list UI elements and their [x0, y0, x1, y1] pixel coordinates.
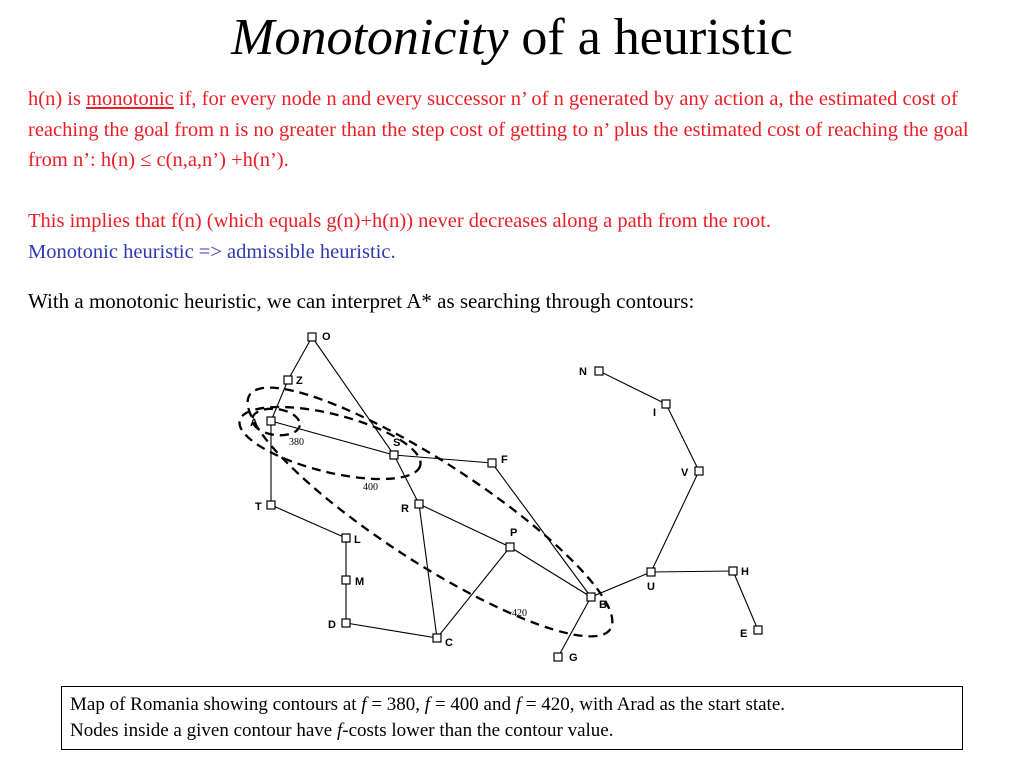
- node-d: [342, 619, 350, 627]
- edge-z-a: [271, 380, 288, 421]
- label-v: V: [681, 467, 689, 479]
- edge-o-z: [288, 337, 312, 380]
- node-r: [415, 500, 423, 508]
- caption-f-1: f: [361, 694, 367, 715]
- caption-line-2: [70, 718, 954, 744]
- label-a: A: [250, 417, 258, 429]
- edge-v-i: [666, 404, 699, 471]
- node-n: [595, 367, 603, 375]
- edge-p-b: [510, 547, 591, 597]
- label-t: T: [255, 501, 262, 513]
- title-rest: of a heuristic: [508, 9, 793, 66]
- edge-t-l: [271, 505, 346, 538]
- label-h: H: [741, 566, 749, 578]
- label-s: S: [393, 437, 401, 449]
- label-o: O: [322, 331, 331, 343]
- caption-f-2: f: [424, 694, 431, 715]
- edge-s-f: [394, 455, 492, 463]
- caption-eq-1: = 380,: [366, 694, 425, 715]
- caption-eq-3: = 420, with Arad as the start state.: [521, 694, 786, 715]
- node-l: [342, 534, 350, 542]
- edge-u-h: [651, 571, 733, 572]
- label-u: U: [647, 581, 655, 593]
- contour-label-400: 400: [363, 482, 378, 493]
- implication-text: This implies that f(n) (which equals g(n)+h(n)) never decreases along a path from the root.: [28, 210, 772, 232]
- label-n: N: [579, 366, 587, 378]
- edge-p-c: [437, 547, 510, 638]
- title-italic: Monotonicity: [231, 9, 509, 66]
- edge-d-c: [346, 623, 437, 638]
- label-g: G: [569, 652, 578, 664]
- admissible-text: Monotonic heuristic => admissible heuristic.: [28, 240, 396, 263]
- node-t: [267, 501, 275, 509]
- definition-part2: if, for every node n and every successor n’ of n generated by any action a, the estimated cost of reaching the goal from n is no greater than the step cost of getting to n’ plus the estimated cost of reaching the goal from n’: h(n) ≤ c(n,a,n’) +h(n’).: [28, 88, 969, 171]
- node-c: [433, 634, 441, 642]
- contour-420: [222, 353, 637, 671]
- label-i: I: [653, 407, 657, 419]
- node-m: [342, 576, 350, 584]
- node-g: [554, 653, 562, 661]
- node-h: [729, 567, 737, 575]
- node-u: [647, 568, 655, 576]
- label-p: P: [510, 527, 518, 539]
- label-d: D: [328, 619, 336, 631]
- edge-b-g: [558, 597, 591, 657]
- edge-i-n: [599, 371, 666, 404]
- node-z: [284, 376, 292, 384]
- node-f: [488, 459, 496, 467]
- label-e: E: [740, 628, 748, 640]
- node-e: [754, 626, 762, 634]
- edge-u-v: [651, 471, 699, 572]
- label-m: M: [355, 576, 365, 588]
- caption-f-3: f: [515, 694, 522, 715]
- edge-r-p: [419, 504, 510, 547]
- contours: [222, 353, 637, 671]
- caption-eq-2: = 400 and: [430, 694, 516, 715]
- contour-label-380: 380: [289, 437, 304, 448]
- node-o: [308, 333, 316, 341]
- caption-text-b: Nodes inside a given contour have: [70, 720, 337, 741]
- node-s: [390, 451, 398, 459]
- node-labels: [250, 331, 749, 664]
- label-b: B: [599, 599, 607, 611]
- caption-f-4: f: [336, 720, 343, 741]
- caption-text-c: -costs lower than the contour value.: [342, 720, 614, 741]
- label-z: Z: [296, 375, 303, 387]
- label-c: C: [445, 637, 453, 649]
- node-b: [587, 593, 595, 601]
- definition-term: monotonic: [86, 88, 174, 110]
- edge-h-e: [733, 571, 758, 630]
- node-i: [662, 400, 670, 408]
- contours-intro: With a monotonic heuristic, we can interpret A* as searching through contours:: [28, 289, 695, 313]
- edge-o-s: [312, 337, 394, 455]
- label-f: F: [501, 454, 508, 466]
- node-a: [267, 417, 275, 425]
- caption-line-1: [70, 692, 954, 718]
- figure-caption: [61, 686, 963, 750]
- edge-f-b: [492, 463, 591, 597]
- edge-s-r: [394, 455, 419, 504]
- contour-label-420: 420: [512, 608, 527, 619]
- node-v: [695, 467, 703, 475]
- label-l: L: [354, 534, 361, 546]
- caption-text-a: Map of Romania showing contours at: [70, 694, 362, 715]
- definition-part1: h(n) is: [28, 88, 87, 110]
- node-p: [506, 543, 514, 551]
- label-r: R: [401, 503, 409, 515]
